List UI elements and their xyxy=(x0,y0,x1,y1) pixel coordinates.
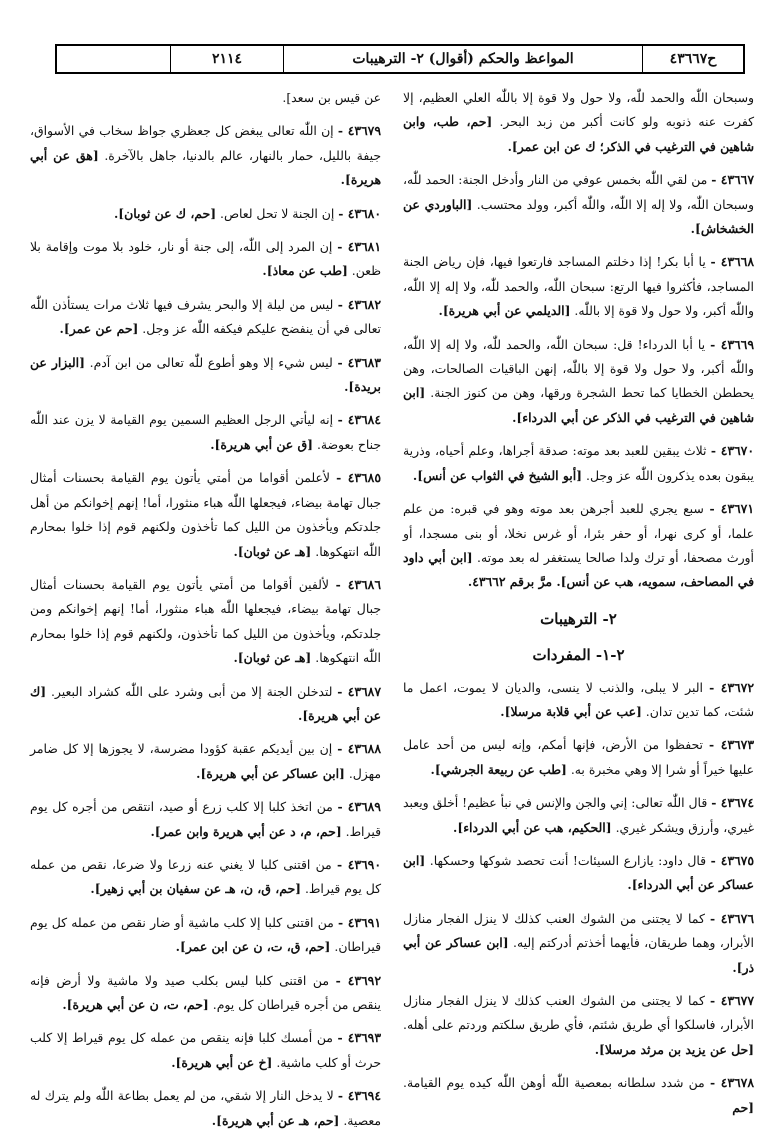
hadith-entry xyxy=(30,680,381,729)
hadith-text: من شدد سلطانه بمعصية اللّٰه أوهن اللّٰه كيده يوم القيامة. xyxy=(403,1075,705,1091)
hadith-text: إن الجنة لا تحل لعاص. xyxy=(220,205,335,221)
hadith-entry xyxy=(403,168,754,241)
hadith-reference: [حل عن يزيد بن مرثد مرسلا]. xyxy=(594,1041,754,1057)
hadith-reference: [حم عن عمر]. xyxy=(59,321,139,337)
hadith-reference: [ابن شاهين في الترغيب في الذكر عن أبي الدرداء]. xyxy=(403,385,754,425)
hadith-number: ٤٣٦٧٥ - xyxy=(710,852,754,868)
hadith-entry xyxy=(403,989,754,1062)
hadith-number: ٤٣٦٨٣ - xyxy=(337,354,381,370)
hadith-text: لأعلمن أقواما من أمتي يأتون يوم القيامة بحسنات أمثال جبال تهامة بيضاء، فيجعلها اللّٰه هباء منثورا، أما! إنهم إخوانكم من أهل جلدتكم ويأخذون من الليل كما تأخذون ولكنهم قوم إذا خلوا بمحارم اللّٰه انتهكوها. xyxy=(30,470,381,559)
hadith-number: ٤٣٦٧٤ - xyxy=(711,795,754,811)
hadith-text: تحفظوا من الأرض، فإنها أمكم، وإنه ليس من أحد عامل عليها خيراً أو شرا إلا وهي مخبرة به. xyxy=(403,737,754,777)
hadith-entry xyxy=(403,497,754,595)
hadith-number: ٤٣٦٧٠ - xyxy=(710,443,754,459)
hadith-entry xyxy=(30,119,381,192)
hadith-reference: [ابن عساكر عن أبي هريرة]. xyxy=(196,765,345,781)
hadith-reference: [حم، ت، ن عن أبي هريرة]. xyxy=(62,997,209,1012)
hadith-text: قال اللّٰه تعالى: إني والجن والإنس في نبأ عظيم! أخلق ويعبد غيري، وأرزق ويشكر غيري. xyxy=(403,795,754,835)
hadith-text: إن اللّٰه تعالى يبغض كل جعظري جواظ سخاب في الأسواق، جيفة بالليل، حمار بالنهار، عالم بالدنيا، جاهل بالآخرة. xyxy=(30,123,381,163)
hadith-number: ٤٣٦٨٢ - xyxy=(337,296,381,312)
hadith-reference: [طب عن ربيعة الجرشي]. xyxy=(430,761,567,777)
hadith-entry xyxy=(30,795,381,844)
hadith-text: لتدخلن الجنة إلا من أبى وشرد على اللّٰه كشراد البعير. xyxy=(50,683,333,699)
hadith-text: لألفين أقواما من أمتي يأتون يوم القيامة بحسنات أمثال جبال تهامة بيضاء، فيجعلها اللّٰه هباء منثورا، أما! إنهم إخوانكم ومن جلدتكم، ويأخذون من الليل كما تأخذون، ولكنهم قوم إذا خلوا بمحارم اللّٰه انتهكوها. xyxy=(30,576,381,666)
hadith-entry xyxy=(403,1071,754,1120)
hadith-text: يا أبا بكر! إذا دخلتم المساجد فارتعوا فيها، فإن رياض الجنة المساجد، فأكثروا فيها الرتع: سبحان اللّٰه، والحمد للّٰه، ولا إله إلا اللّٰه، واللّٰه أكبر، ولا حول ولا قوة إلا باللّٰه. xyxy=(403,254,754,319)
hadith-number: ٤٣٦٨٦ - xyxy=(335,576,381,592)
hadith-reference: [ابن عساكر عن أبي الدرداء]. xyxy=(403,852,754,893)
hadith-number: ٤٣٦٨٧ - xyxy=(337,683,381,699)
hadith-reference: [الحكيم، هب عن أبي الدرداء]. xyxy=(453,819,612,835)
hadith-text: كما لا يجتنى من الشوك العنب كذلك لا ينزل الفجار منازل الأبرار، فاسلكوا أي طريق شئتم، فأي طريق سلكتم وردتم على أهله. xyxy=(403,993,754,1033)
hadith-number: ٤٣٦٩٢ - xyxy=(335,972,381,988)
hadith-entry xyxy=(30,351,381,400)
subsection-title: ٢-١- المفردات xyxy=(532,646,625,665)
hadith-reference: [الباوردي عن الخشخاش]. xyxy=(403,196,754,237)
hadith-number: ٤٣٦٧١ - xyxy=(709,501,754,517)
left-column xyxy=(30,86,381,1128)
hadith-entry xyxy=(403,250,754,323)
hadith-text: يا أبا الدرداء! قل: سبحان اللّٰه، والحمد للّٰه، ولا إله إلا اللّٰه، واللّٰه أكبر، ولا حول ولا قوة إلا باللّٰه، إنهن الباقيات الصالحات، وهن يحططن الخطايا كما تحط الشجرة ورقها، وهن من كنوز الجنة. xyxy=(403,336,754,401)
hadith-reference: [ابن عساكر عن أبي ذر]. xyxy=(403,935,754,975)
hadith-number: ٤٣٦٩٤ - xyxy=(337,1088,381,1104)
hadith-entry xyxy=(30,86,381,110)
hadith-entry xyxy=(30,466,381,564)
hadith-text: إن بين أيديكم عقبة كؤودا مضرسة، لا يجوزها إلا كل ضامر مهزل. xyxy=(30,741,381,781)
hadith-text: وسبحان اللّٰه والحمد للّٰه، ولا حول ولا قوة إلا باللّٰه العلي العظيم، إلا كفرت عنه ذنوبه ولو كانت أكبر من زبد البحر. xyxy=(403,90,754,130)
hadith-entry xyxy=(403,733,754,782)
right-column xyxy=(403,86,754,1115)
hadith-text: من اقتنى كلبا ليس بكلب صيد ولا ماشية ولا أرض فإنه ينقص من أجره قيراطان كل يوم. xyxy=(30,972,381,1012)
hadith-reference: [الديلمي عن أبي هريرة]. xyxy=(438,303,571,319)
hadith-entry xyxy=(403,439,754,488)
hadith-entry xyxy=(30,969,381,1018)
hadith-reference: [خ عن أبي هريرة]. xyxy=(171,1054,273,1070)
hadith-reference: [أبو الشيخ في الثواب عن أنس]. xyxy=(412,467,583,483)
hadith-text: من اتخذ كلبا إلا كلب زرع أو صيد، انتقص من أجره كل يوم قيراط. xyxy=(30,799,381,839)
hadith-number: ٤٣٦٧٧ - xyxy=(710,993,754,1008)
hadith-number: ٤٣٦٨٩ - xyxy=(337,799,381,815)
hadith-reference: [عب عن أبي قلابة مرسلا]. xyxy=(500,703,642,719)
hadith-reference: [هق عن أبي هريرة]. xyxy=(30,147,381,188)
running-header xyxy=(55,44,745,74)
hadith-entry xyxy=(403,676,754,725)
hadith-number: ٤٣٦٨٥ - xyxy=(336,470,381,486)
hadith-reference: [حم، ق، ن، هـ عن سفيان بن أبي زهير]. xyxy=(90,881,302,897)
hadith-number: ٤٣٦٧٨ - xyxy=(709,1075,754,1091)
hadith-number: ٤٣٦٨٠ - xyxy=(338,205,381,221)
hadith-number: ٤٣٦٦٨ - xyxy=(710,254,754,270)
hadith-text: قال داود: يازارع السيئات! أنت تحصد شوكها وحسكها. xyxy=(429,852,707,868)
hadith-reference: [حم، م، د عن أبي هريرة وابن عمر]. xyxy=(150,823,342,839)
hadith-text: من اقتنى كلبا إلا كلب ماشية أو ضار نقص من عمله كل يوم قيراطان. xyxy=(30,914,381,955)
hadith-text: لا يدخل النار إلا شقي، من لم يعمل بطاعة اللّٰه ولم يترك له معصية. xyxy=(30,1088,381,1128)
hadith-number: ٤٣٦٧٣ - xyxy=(709,737,754,753)
hadith-text: ثلاث يبقين للعبد بعد موته: صدقة أجراها، وعلم أحياه، وذرية يبقون بعده يذكرون اللّٰه عز وجل. xyxy=(403,443,754,483)
hadith-text: ليس من ليلة إلا والبحر يشرف فيها ثلاث مرات يستأذن اللّٰه تعالى في أن ينفضح عليكم فيكفه اللّٰه عز وجل. xyxy=(30,296,381,337)
hadith-number: ٤٣٦٧٢ - xyxy=(709,679,754,695)
hadith-reference: [حم، هـ عن أبي هريرة]. xyxy=(211,1112,340,1128)
hadith-reference: [ابن أبي داود في المصاحف، سمويه، هب عن أنس]. مرَّ برقم ٤٣٦٦٢. xyxy=(403,549,754,590)
hadith-number: ٤٣٦٦٧ - xyxy=(711,172,754,188)
hadith-number: ٤٣٦٨٤ - xyxy=(337,412,381,428)
hadith-entry xyxy=(30,235,381,284)
hadith-reference: [البزار عن بريدة]. xyxy=(30,354,381,395)
hadith-text: من اقتنى كلبا لا يغني عنه زرعا ولا ضرعا، نقص من عمله كل يوم قيراط. xyxy=(30,856,381,897)
hadith-entry xyxy=(30,293,381,342)
hadith-reference: [حم، ك عن ثوبان]. xyxy=(113,205,217,221)
hadith-number: ٤٣٦٩٣ - xyxy=(337,1030,381,1046)
text-columns xyxy=(30,86,754,1128)
hadith-entry xyxy=(403,907,754,980)
hadith-number: ٤٣٦٩١ - xyxy=(337,914,381,930)
hadith-entry xyxy=(30,737,381,786)
hadith-number: ٤٣٦٦٩ - xyxy=(710,336,754,352)
hadith-entry xyxy=(403,333,754,431)
hadith-reference: [طب عن معاذ]. xyxy=(262,263,348,279)
hadith-text: كما لا يجتنى من الشوك العنب كذلك لا ينزل الفجار منازل الأبرار، وهما طريقان، فأيهما أخذتم أدركتم إليه. xyxy=(403,910,754,951)
hadith-entry xyxy=(30,573,381,671)
hadith-text: البر لا يبلى، والذنب لا ينسى، والديان لا يموت، اعمل ما شئت، كما تدين تدان. xyxy=(403,679,754,719)
hadith-text: إن المرد إلى اللّٰه، إلى جنة أو نار، خلود بلا موت وإقامة بلا ظعن. xyxy=(30,239,381,279)
hadith-reference: [حم، ق، ت، ن عن ابن عمر]. xyxy=(175,939,331,955)
hadith-reference: [حم، طب، وابن شاهين في الترغيب في الذكر؛ ك عن ابن عمر]. xyxy=(403,114,754,154)
hadith-text: سبع يجري للعبد أجرهن بعد موته وهو في قبره: من علم علما، أو كرى نهرا، أو حفر بئرا، أو غرس نخلا، أو بنى مسجدا، أو أورث مصحفا، أو ترك ولدا صالحا يستغفر له بعد موته. xyxy=(403,501,754,565)
hadith-number: ٤٣٦٩٠ - xyxy=(336,856,381,872)
page-number: ٢١١٤ xyxy=(171,46,284,72)
hadith-entry xyxy=(30,1026,381,1075)
hadith-number: ٤٣٦٨١ - xyxy=(337,239,381,255)
hadith-range: ح٤٣٦٦٧ xyxy=(669,51,717,67)
hadith-reference: [ك عن أبي هريرة]. xyxy=(30,683,381,723)
hadith-entry xyxy=(30,1084,381,1133)
hadith-reference: [هـ عن ثوبان]. xyxy=(233,650,312,666)
hadith-reference: [حم xyxy=(732,1099,754,1115)
header-blank xyxy=(57,46,171,72)
header-title: المواعظ والحكم (أقوال) ٢- الترهيبات xyxy=(284,46,643,72)
hadith-entry xyxy=(403,849,754,898)
hadith-entry xyxy=(30,911,381,960)
hadith-number: ٤٣٦٧٩ - xyxy=(337,123,381,139)
hadith-text: من لقي اللّٰه بخمس عوفي من النار وأدخل الجنة: الحمد للّٰه، وسبحان اللّٰه، ولا إله إلا اللّٰه، واللّٰه أكبر، وولد محتسب. xyxy=(403,172,754,212)
hadith-reference: [ق عن أبي هريرة]. xyxy=(210,436,313,452)
section-title: ٢- الترهيبات xyxy=(540,609,617,628)
hadith-text: ليس شيء إلا وهو أطوع للّٰه تعالى من ابن آدم. xyxy=(89,354,333,370)
hadith-text: عن قيس بن سعد]. xyxy=(282,90,381,105)
hadith-entry xyxy=(403,791,754,840)
hadith-text: من أمسك كلبا فإنه ينقص من عمله كل يوم قيراط إلا كلب حرث أو كلب ماشية. xyxy=(30,1030,381,1070)
hadith-entry xyxy=(403,86,754,159)
hadith-reference: [هـ عن ثوبان]. xyxy=(233,543,312,559)
hadith-text: إنه ليأتي الرجل العظيم السمين يوم القيامة لا يزن عند اللّٰه جناح بعوضة. xyxy=(30,412,381,452)
hadith-number: ٤٣٦٨٨ - xyxy=(337,741,381,757)
hadith-entry xyxy=(30,202,381,226)
hadith-entry xyxy=(30,408,381,457)
hadith-entry xyxy=(30,853,381,902)
hadith-number: ٤٣٦٧٦ - xyxy=(710,910,754,926)
